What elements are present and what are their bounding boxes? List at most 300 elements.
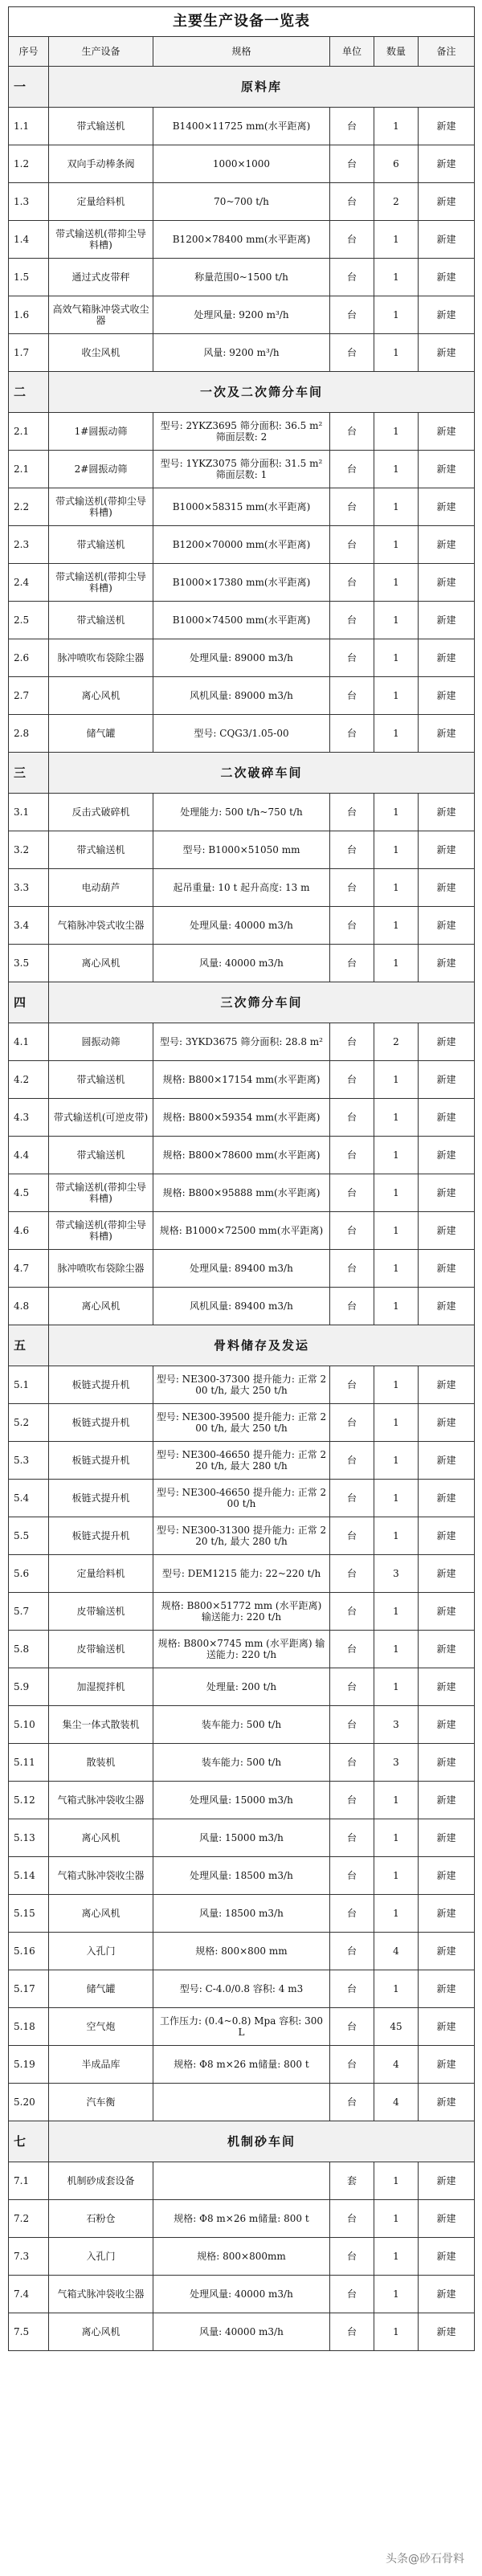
header-qty: 数量	[374, 37, 419, 67]
cell-spec: 型号: NE300-37300 提升能力: 正常 200 t/h, 最大 250 t/h	[153, 1366, 330, 1404]
cell-spec: 规格: B800×78600 mm(水平距离)	[153, 1137, 330, 1174]
cell-qty: 1	[374, 2200, 419, 2238]
cell-unit: 台	[330, 488, 374, 526]
table-body	[9, 7, 475, 2351]
cell-spec: 风量: 40000 m3/h	[153, 945, 330, 982]
cell-qty: 4	[374, 1933, 419, 1970]
cell-number: 2.5	[9, 602, 49, 639]
cell-equipment: 集尘一体式散装机	[49, 1706, 153, 1744]
cell-spec: 规格: B800×95888 mm(水平距离)	[153, 1174, 330, 1212]
cell-equipment: 气箱式脉冲袋收尘器	[49, 1857, 153, 1895]
cell-unit: 台	[330, 602, 374, 639]
cell-number: 5.2	[9, 1404, 49, 1442]
cell-qty: 1	[374, 1782, 419, 1819]
cell-spec: 型号: NE300-31300 提升能力: 正常 220 t/h, 最大 280 t/h	[153, 1517, 330, 1555]
cell-equipment: 反击式破碎机	[49, 794, 153, 831]
section-number: 二	[9, 372, 49, 413]
cell-qty: 1	[374, 1480, 419, 1517]
cell-qty: 1	[374, 1174, 419, 1212]
cell-number: 5.15	[9, 1895, 49, 1933]
cell-note: 新建	[419, 831, 475, 869]
cell-equipment: 电动葫芦	[49, 869, 153, 907]
cell-unit: 台	[330, 1061, 374, 1099]
cell-unit: 台	[330, 1933, 374, 1970]
cell-note: 新建	[419, 639, 475, 677]
cell-unit: 台	[330, 907, 374, 945]
cell-qty: 1	[374, 869, 419, 907]
table-row	[9, 2238, 475, 2276]
cell-number: 5.19	[9, 2046, 49, 2084]
cell-note: 新建	[419, 1212, 475, 1250]
cell-qty: 1	[374, 1442, 419, 1480]
cell-spec: 风机风量: 89000 m3/h	[153, 677, 330, 715]
cell-spec: 规格: 800×800mm	[153, 2238, 330, 2276]
section-row	[9, 982, 475, 1023]
cell-qty: 1	[374, 1137, 419, 1174]
table-row	[9, 1442, 475, 1480]
cell-equipment: 皮带输送机	[49, 1631, 153, 1668]
cell-unit: 台	[330, 1631, 374, 1668]
cell-note: 新建	[419, 2313, 475, 2351]
cell-qty: 1	[374, 1970, 419, 2008]
cell-unit: 台	[330, 869, 374, 907]
cell-number: 2.1	[9, 413, 49, 451]
cell-note: 新建	[419, 2046, 475, 2084]
cell-spec: 工作压力: (0.4~0.8) Mpa 容积: 300 L	[153, 2008, 330, 2046]
cell-spec: 型号: CQG3/1.05-00	[153, 715, 330, 753]
cell-equipment: 脉冲喷吹布袋除尘器	[49, 1250, 153, 1288]
cell-unit: 台	[330, 1442, 374, 1480]
table-row	[9, 794, 475, 831]
cell-unit: 台	[330, 677, 374, 715]
cell-qty: 1	[374, 602, 419, 639]
cell-number: 5.10	[9, 1706, 49, 1744]
cell-number: 5.7	[9, 1593, 49, 1631]
cell-number: 3.5	[9, 945, 49, 982]
table-row	[9, 1517, 475, 1555]
cell-equipment: 板链式提升机	[49, 1366, 153, 1404]
cell-unit: 台	[330, 451, 374, 488]
table-row	[9, 1819, 475, 1857]
cell-number: 4.6	[9, 1212, 49, 1250]
section-number: 五	[9, 1325, 49, 1366]
cell-unit: 台	[330, 831, 374, 869]
cell-qty: 1	[374, 413, 419, 451]
cell-qty: 1	[374, 451, 419, 488]
cell-spec: 起吊重量: 10 t 起升高度: 13 m	[153, 869, 330, 907]
cell-note: 新建	[419, 259, 475, 296]
table-row	[9, 296, 475, 334]
cell-note: 新建	[419, 1099, 475, 1137]
section-title: 机制砂车间	[49, 2121, 475, 2162]
cell-number: 1.5	[9, 259, 49, 296]
header-note: 备注	[419, 37, 475, 67]
cell-spec: 风量: 9200 m³/h	[153, 334, 330, 372]
cell-equipment: 脉冲喷吹布袋除尘器	[49, 639, 153, 677]
cell-equipment: 双向手动棒条阀	[49, 145, 153, 183]
cell-note: 新建	[419, 413, 475, 451]
table-row	[9, 2084, 475, 2121]
cell-note: 新建	[419, 1706, 475, 1744]
cell-spec: B1200×70000 mm(水平距离)	[153, 526, 330, 564]
section-title: 骨料储存及发运	[49, 1325, 475, 1366]
cell-spec: B1000×58315 mm(水平距离)	[153, 488, 330, 526]
table-row	[9, 907, 475, 945]
cell-equipment: 定量给料机	[49, 183, 153, 221]
cell-number: 2.3	[9, 526, 49, 564]
cell-note: 新建	[419, 1895, 475, 1933]
cell-spec: 处理风量: 15000 m3/h	[153, 1782, 330, 1819]
table-row	[9, 2162, 475, 2200]
cell-unit: 台	[330, 715, 374, 753]
table-row	[9, 1857, 475, 1895]
cell-note: 新建	[419, 715, 475, 753]
cell-equipment: 1#圆振动筛	[49, 413, 153, 451]
cell-equipment: 带式输送机(带抑尘导料槽)	[49, 564, 153, 602]
cell-qty: 1	[374, 677, 419, 715]
section-title: 原料库	[49, 67, 475, 108]
cell-qty: 1	[374, 2162, 419, 2200]
cell-spec: 型号: 2YKZ3695 筛分面积: 36.5 m² 筛面层数: 2	[153, 413, 330, 451]
cell-unit: 台	[330, 1970, 374, 2008]
cell-note: 新建	[419, 1404, 475, 1442]
table-row	[9, 2313, 475, 2351]
cell-number: 7.1	[9, 2162, 49, 2200]
cell-unit: 台	[330, 1288, 374, 1325]
cell-number: 5.20	[9, 2084, 49, 2121]
cell-equipment: 空气炮	[49, 2008, 153, 2046]
table-row	[9, 677, 475, 715]
cell-equipment: 带式输送机	[49, 602, 153, 639]
section-row	[9, 2121, 475, 2162]
cell-qty: 3	[374, 1744, 419, 1782]
cell-unit: 台	[330, 564, 374, 602]
table-row	[9, 602, 475, 639]
cell-number: 5.5	[9, 1517, 49, 1555]
cell-note: 新建	[419, 221, 475, 259]
section-row	[9, 372, 475, 413]
cell-spec: 处理风量: 89400 m3/h	[153, 1250, 330, 1288]
cell-qty: 2	[374, 183, 419, 221]
cell-number: 1.3	[9, 183, 49, 221]
cell-note: 新建	[419, 526, 475, 564]
cell-note: 新建	[419, 1970, 475, 2008]
cell-spec: 规格: 800×800 mm	[153, 1933, 330, 1970]
cell-note: 新建	[419, 1857, 475, 1895]
cell-qty: 1	[374, 1288, 419, 1325]
table-row	[9, 2008, 475, 2046]
table-row	[9, 1480, 475, 1517]
cell-spec: 规格: B800×7745 mm (水平距离) 输送能力: 220 t/h	[153, 1631, 330, 1668]
cell-unit: 台	[330, 1023, 374, 1061]
cell-qty: 1	[374, 334, 419, 372]
table-row	[9, 1895, 475, 1933]
cell-number: 5.17	[9, 1970, 49, 2008]
cell-unit: 台	[330, 526, 374, 564]
cell-spec	[153, 2084, 330, 2121]
table-header-row	[9, 37, 475, 67]
cell-equipment: 通过式皮带秤	[49, 259, 153, 296]
cell-spec: 风机风量: 89400 m3/h	[153, 1288, 330, 1325]
cell-qty: 1	[374, 1857, 419, 1895]
cell-number: 5.6	[9, 1555, 49, 1593]
cell-qty: 1	[374, 526, 419, 564]
cell-equipment: 气箱式脉冲袋收尘器	[49, 2276, 153, 2313]
cell-note: 新建	[419, 2238, 475, 2276]
table-row	[9, 221, 475, 259]
cell-spec: B1200×78400 mm(水平距离)	[153, 221, 330, 259]
cell-unit: 台	[330, 1857, 374, 1895]
cell-qty: 6	[374, 145, 419, 183]
cell-note: 新建	[419, 334, 475, 372]
cell-spec: 规格: B800×51772 mm (水平距离) 输送能力: 220 t/h	[153, 1593, 330, 1631]
cell-number: 5.12	[9, 1782, 49, 1819]
table-row	[9, 1366, 475, 1404]
cell-equipment: 定量给料机	[49, 1555, 153, 1593]
table-row	[9, 1404, 475, 1442]
table-row	[9, 1933, 475, 1970]
cell-equipment: 板链式提升机	[49, 1517, 153, 1555]
section-row	[9, 67, 475, 108]
cell-note: 新建	[419, 869, 475, 907]
cell-spec	[153, 2162, 330, 2200]
cell-unit: 台	[330, 1895, 374, 1933]
section-number: 一	[9, 67, 49, 108]
cell-qty: 1	[374, 1250, 419, 1288]
cell-unit: 台	[330, 1819, 374, 1857]
cell-equipment: 带式输送机(带抑尘导料槽)	[49, 488, 153, 526]
table-row	[9, 1744, 475, 1782]
cell-qty: 1	[374, 2276, 419, 2313]
cell-unit: 台	[330, 1480, 374, 1517]
table-row	[9, 1250, 475, 1288]
cell-unit: 台	[330, 2046, 374, 2084]
cell-equipment: 板链式提升机	[49, 1442, 153, 1480]
cell-spec: 处理风量: 89000 m3/h	[153, 639, 330, 677]
section-row	[9, 753, 475, 794]
cell-unit: 台	[330, 296, 374, 334]
cell-spec: 规格: Φ8 m×26 m储量: 800 t	[153, 2200, 330, 2238]
cell-qty: 1	[374, 794, 419, 831]
cell-note: 新建	[419, 1137, 475, 1174]
cell-number: 7.4	[9, 2276, 49, 2313]
cell-equipment: 高效气箱脉冲袋式收尘器	[49, 296, 153, 334]
cell-equipment: 带式输送机(可逆皮带)	[49, 1099, 153, 1137]
cell-equipment: 离心风机	[49, 2313, 153, 2351]
cell-spec: B1000×74500 mm(水平距离)	[153, 602, 330, 639]
cell-unit: 台	[330, 2084, 374, 2121]
cell-equipment: 板链式提升机	[49, 1404, 153, 1442]
cell-number: 5.9	[9, 1668, 49, 1706]
table-row	[9, 1593, 475, 1631]
cell-spec: 1000×1000	[153, 145, 330, 183]
cell-number: 5.8	[9, 1631, 49, 1668]
table-row	[9, 1706, 475, 1744]
cell-equipment: 带式输送机	[49, 526, 153, 564]
cell-qty: 1	[374, 715, 419, 753]
cell-note: 新建	[419, 1061, 475, 1099]
cell-equipment: 入孔门	[49, 1933, 153, 1970]
cell-spec: 70~700 t/h	[153, 183, 330, 221]
cell-qty: 1	[374, 1631, 419, 1668]
cell-qty: 1	[374, 1668, 419, 1706]
cell-note: 新建	[419, 2200, 475, 2238]
cell-qty: 1	[374, 1404, 419, 1442]
cell-equipment: 离心风机	[49, 1895, 153, 1933]
cell-note: 新建	[419, 145, 475, 183]
cell-note: 新建	[419, 1366, 475, 1404]
table-row	[9, 715, 475, 753]
cell-qty: 1	[374, 221, 419, 259]
cell-unit: 台	[330, 108, 374, 145]
section-number: 四	[9, 982, 49, 1023]
cell-number: 4.7	[9, 1250, 49, 1288]
header-equipment: 生产设备	[49, 37, 153, 67]
cell-qty: 1	[374, 1517, 419, 1555]
cell-unit: 台	[330, 183, 374, 221]
cell-note: 新建	[419, 1593, 475, 1631]
cell-unit: 台	[330, 794, 374, 831]
cell-note: 新建	[419, 1933, 475, 1970]
cell-number: 2.2	[9, 488, 49, 526]
cell-unit: 台	[330, 1744, 374, 1782]
cell-number: 5.16	[9, 1933, 49, 1970]
table-row	[9, 183, 475, 221]
cell-number: 2.7	[9, 677, 49, 715]
cell-number: 3.4	[9, 907, 49, 945]
cell-unit: 台	[330, 639, 374, 677]
cell-unit: 台	[330, 334, 374, 372]
cell-number: 1.2	[9, 145, 49, 183]
cell-unit: 台	[330, 1782, 374, 1819]
cell-number: 2.4	[9, 564, 49, 602]
table-row	[9, 2046, 475, 2084]
cell-qty: 1	[374, 108, 419, 145]
table-row	[9, 564, 475, 602]
cell-equipment: 带式输送机(带抑尘导料槽)	[49, 1212, 153, 1250]
cell-unit: 台	[330, 1593, 374, 1631]
cell-unit: 台	[330, 1250, 374, 1288]
cell-spec: 型号: 3YKD3675 筛分面积: 28.8 m²	[153, 1023, 330, 1061]
cell-number: 2.8	[9, 715, 49, 753]
cell-unit: 台	[330, 2313, 374, 2351]
cell-qty: 1	[374, 1819, 419, 1857]
cell-equipment: 带式输送机	[49, 1061, 153, 1099]
cell-unit: 台	[330, 1137, 374, 1174]
cell-note: 新建	[419, 2084, 475, 2121]
section-title: 一次及二次筛分车间	[49, 372, 475, 413]
cell-unit: 台	[330, 221, 374, 259]
cell-qty: 2	[374, 1023, 419, 1061]
cell-qty: 1	[374, 1895, 419, 1933]
cell-unit: 台	[330, 1706, 374, 1744]
cell-spec: 规格: B800×59354 mm(水平距离)	[153, 1099, 330, 1137]
cell-spec: 处理能力: 500 t/h~750 t/h	[153, 794, 330, 831]
cell-unit: 台	[330, 1174, 374, 1212]
cell-equipment: 离心风机	[49, 677, 153, 715]
cell-unit: 台	[330, 259, 374, 296]
cell-equipment: 气箱脉冲袋式收尘器	[49, 907, 153, 945]
cell-qty: 1	[374, 1593, 419, 1631]
cell-number: 4.2	[9, 1061, 49, 1099]
section-row	[9, 1325, 475, 1366]
cell-spec: 称量范围0~1500 t/h	[153, 259, 330, 296]
cell-equipment: 带式输送机	[49, 1137, 153, 1174]
cell-number: 5.14	[9, 1857, 49, 1895]
cell-note: 新建	[419, 1174, 475, 1212]
cell-qty: 4	[374, 2084, 419, 2121]
cell-spec: 型号: NE300-39500 提升能力: 正常 200 t/h, 最大 250 t/h	[153, 1404, 330, 1442]
table-row	[9, 451, 475, 488]
cell-spec: 装车能力: 500 t/h	[153, 1744, 330, 1782]
table-row	[9, 2276, 475, 2313]
cell-note: 新建	[419, 1744, 475, 1782]
cell-equipment: 离心风机	[49, 1819, 153, 1857]
cell-unit: 台	[330, 2200, 374, 2238]
cell-note: 新建	[419, 1668, 475, 1706]
cell-unit: 台	[330, 1099, 374, 1137]
cell-note: 新建	[419, 2276, 475, 2313]
cell-note: 新建	[419, 1782, 475, 1819]
table-row	[9, 488, 475, 526]
cell-unit: 台	[330, 2008, 374, 2046]
cell-number: 1.7	[9, 334, 49, 372]
table-row	[9, 1137, 475, 1174]
cell-note: 新建	[419, 1288, 475, 1325]
cell-equipment: 板链式提升机	[49, 1480, 153, 1517]
cell-number: 5.4	[9, 1480, 49, 1517]
table-title: 主要生产设备一览表	[9, 7, 475, 37]
cell-number: 5.18	[9, 2008, 49, 2046]
table-row	[9, 1061, 475, 1099]
cell-equipment: 离心风机	[49, 945, 153, 982]
cell-spec: 型号: NE300-46650 提升能力: 正常 200 t/h	[153, 1480, 330, 1517]
cell-note: 新建	[419, 1819, 475, 1857]
cell-note: 新建	[419, 602, 475, 639]
table-row	[9, 526, 475, 564]
cell-spec: 处理风量: 40000 m3/h	[153, 907, 330, 945]
cell-number: 1.6	[9, 296, 49, 334]
cell-number: 1.1	[9, 108, 49, 145]
table-row	[9, 1212, 475, 1250]
header-unit: 单位	[330, 37, 374, 67]
cell-equipment: 圆振动筛	[49, 1023, 153, 1061]
table-row	[9, 413, 475, 451]
cell-equipment: 散装机	[49, 1744, 153, 1782]
cell-note: 新建	[419, 1555, 475, 1593]
table-row	[9, 145, 475, 183]
cell-note: 新建	[419, 907, 475, 945]
section-title: 三次筛分车间	[49, 982, 475, 1023]
cell-note: 新建	[419, 794, 475, 831]
cell-number: 7.3	[9, 2238, 49, 2276]
table-row	[9, 259, 475, 296]
table-row	[9, 1631, 475, 1668]
cell-number: 5.3	[9, 1442, 49, 1480]
cell-number: 7.2	[9, 2200, 49, 2238]
header-no: 序号	[9, 37, 49, 67]
cell-note: 新建	[419, 296, 475, 334]
cell-unit: 台	[330, 945, 374, 982]
cell-note: 新建	[419, 945, 475, 982]
table-row	[9, 334, 475, 372]
table-row	[9, 1970, 475, 2008]
cell-spec: 装车能力: 500 t/h	[153, 1706, 330, 1744]
cell-unit: 台	[330, 2238, 374, 2276]
cell-qty: 1	[374, 296, 419, 334]
cell-unit: 台	[330, 1517, 374, 1555]
cell-equipment: 离心风机	[49, 1288, 153, 1325]
